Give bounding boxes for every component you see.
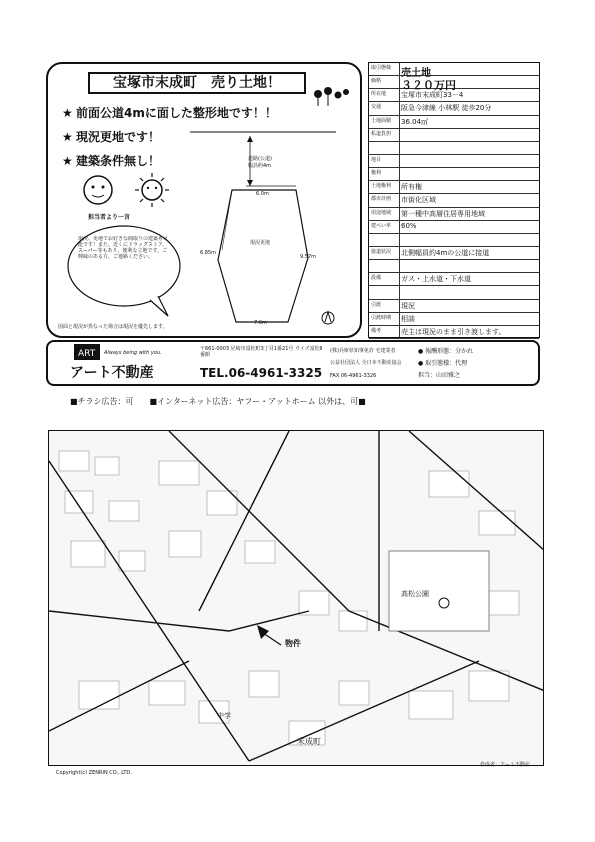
spec-label: 備考 bbox=[371, 327, 382, 334]
spec-label: 所在地 bbox=[371, 91, 387, 98]
road-width: 幅員約4m bbox=[248, 163, 272, 169]
property-spec-table bbox=[368, 62, 540, 338]
spec-row bbox=[369, 142, 539, 155]
spec-row bbox=[369, 313, 539, 326]
spec-value: 阪急今津線 小林駅 徒歩20分 bbox=[401, 104, 492, 113]
plot-bottom-edge: 7.0m bbox=[254, 320, 267, 326]
agent-tel: TEL.06-4961-3325 bbox=[200, 366, 323, 380]
agent-term-3: 担当：山田雅之 bbox=[418, 372, 461, 379]
bullet-3: ★ 建築条件無し！ bbox=[62, 154, 161, 168]
spec-label: 建ぺい率 bbox=[371, 222, 392, 229]
map-copyright: Copyright(c) ZENRIN CO., LTD. bbox=[56, 770, 132, 776]
plot-right-edge: 9.57m bbox=[300, 254, 317, 260]
spec-row bbox=[369, 155, 539, 168]
spec-row bbox=[369, 326, 539, 339]
spec-row bbox=[369, 300, 539, 313]
spec-row bbox=[369, 63, 539, 79]
spec-row bbox=[369, 247, 539, 260]
staff-comment: 現況、更地でお好きな間取りの建築も可能です！また、近くにドラッグストア、スーパー等もあり、便利な立地です。ご興味のある方、ご連絡ください。 bbox=[78, 236, 169, 260]
agent-license: (株)兵庫県知事免許 宅建業者 bbox=[330, 348, 396, 354]
svg-text:ART: ART bbox=[78, 349, 96, 359]
spec-label: 用途地域 bbox=[371, 209, 392, 216]
spec-value: 宝塚市末成町33－4 bbox=[401, 91, 464, 100]
spec-label: 私道負担 bbox=[371, 130, 392, 137]
spec-row bbox=[369, 221, 539, 234]
spec-row bbox=[369, 260, 539, 273]
map-school-label: 中学 bbox=[217, 712, 231, 720]
disclaimer: 図面と現況が異なった場合は現況を優先します。 bbox=[58, 324, 168, 330]
spec-row bbox=[369, 102, 539, 115]
spec-value: 北側幅員約4mの公道に接道 bbox=[401, 249, 490, 257]
agent-term-2: ● 取引態様：代理 bbox=[418, 360, 468, 367]
location-map bbox=[48, 430, 544, 766]
agent-association: 公益社団法人 全日本不動産協会 bbox=[330, 360, 402, 366]
map-park-label: 高松公園 bbox=[401, 590, 429, 598]
spec-value: ガス・上水道・下水道 bbox=[401, 275, 471, 284]
spec-value: ３２０万円 bbox=[401, 79, 456, 93]
plot-diagram bbox=[190, 100, 340, 330]
spec-row bbox=[369, 208, 539, 221]
bullet-2: ★ 現況更地です！ bbox=[62, 130, 161, 144]
spec-value: 36.04㎡ bbox=[401, 117, 429, 126]
spec-value: 第一種中高層住居専用地域 bbox=[401, 209, 485, 218]
spec-value: 売土地 bbox=[401, 68, 431, 79]
star-icon: ★ bbox=[62, 154, 73, 168]
spec-value: 現況 bbox=[401, 301, 415, 310]
spec-label: 接道状況 bbox=[371, 249, 392, 255]
spec-row bbox=[369, 168, 539, 181]
map-credit: 作成者：アート不動産 bbox=[480, 762, 530, 768]
star-icon: ★ bbox=[62, 130, 73, 144]
agent-fax: FAX 06-4961-3326 bbox=[330, 373, 377, 379]
spec-row bbox=[369, 194, 539, 207]
plot-center-label: 現況更地 bbox=[250, 240, 271, 246]
spec-value: 市街化区域 bbox=[401, 196, 436, 205]
spec-value: 所有権 bbox=[401, 183, 422, 192]
spec-row bbox=[369, 76, 539, 93]
map-streets bbox=[49, 431, 544, 766]
spec-label: 引渡時期 bbox=[371, 314, 392, 321]
spec-label: 引渡 bbox=[371, 301, 382, 308]
bullet-1: ★ 前面公道4mに面した整形地です！！ bbox=[62, 106, 277, 120]
spec-label: 地目 bbox=[371, 157, 382, 163]
agent-term-1: ● 報酬形態：分かれ bbox=[418, 348, 474, 355]
map-district-label: 末成町 bbox=[297, 737, 321, 746]
spec-row bbox=[369, 234, 539, 247]
spec-row bbox=[369, 129, 539, 142]
agent-slogan: Always being with you. bbox=[104, 350, 162, 356]
plot-top-edge: 6.0m bbox=[256, 191, 269, 197]
spec-label: 土地面積 bbox=[371, 117, 392, 124]
spec-label: 取引態様 bbox=[371, 65, 392, 71]
agent-address: 〒661-0003 尼崎市富松町3丁目1番21号 ウイズ富松Ⅱ番館 bbox=[200, 346, 323, 358]
map-property-label: 物件 bbox=[285, 639, 301, 648]
spec-label: 都市計画 bbox=[371, 196, 392, 203]
ads-policy: ■チラシ広告：可 ■インターネット広告：ヤフー・アットホーム 以外は、可■ bbox=[70, 397, 366, 406]
spec-label: 交通 bbox=[371, 104, 382, 111]
spec-label: 設備 bbox=[371, 275, 382, 282]
spec-label: 権利 bbox=[371, 170, 382, 177]
spec-label: 土地権利 bbox=[371, 183, 392, 190]
flyer-title: 宝塚市末成町 売り土地！ bbox=[88, 72, 306, 94]
spec-value: 相談 bbox=[401, 314, 415, 323]
spec-value: 売主は現況のまま引き渡します。 bbox=[401, 327, 506, 336]
spec-row bbox=[369, 89, 539, 102]
agent-name: アート不動産 bbox=[70, 365, 154, 381]
plot-left-edge: 6.85m bbox=[200, 250, 217, 256]
spec-row bbox=[369, 273, 539, 286]
star-icon: ★ bbox=[62, 106, 73, 120]
road-label: 道路(公道) bbox=[248, 156, 272, 162]
spec-label: 価格 bbox=[371, 78, 382, 85]
staff-label: 担当者より一言 bbox=[88, 214, 131, 221]
agent-logo-icon bbox=[74, 344, 100, 360]
mascot-illustrations bbox=[78, 168, 178, 208]
spec-row bbox=[369, 116, 539, 129]
spec-value: 60% bbox=[401, 221, 417, 230]
spec-row bbox=[369, 181, 539, 194]
spec-row bbox=[369, 286, 539, 299]
